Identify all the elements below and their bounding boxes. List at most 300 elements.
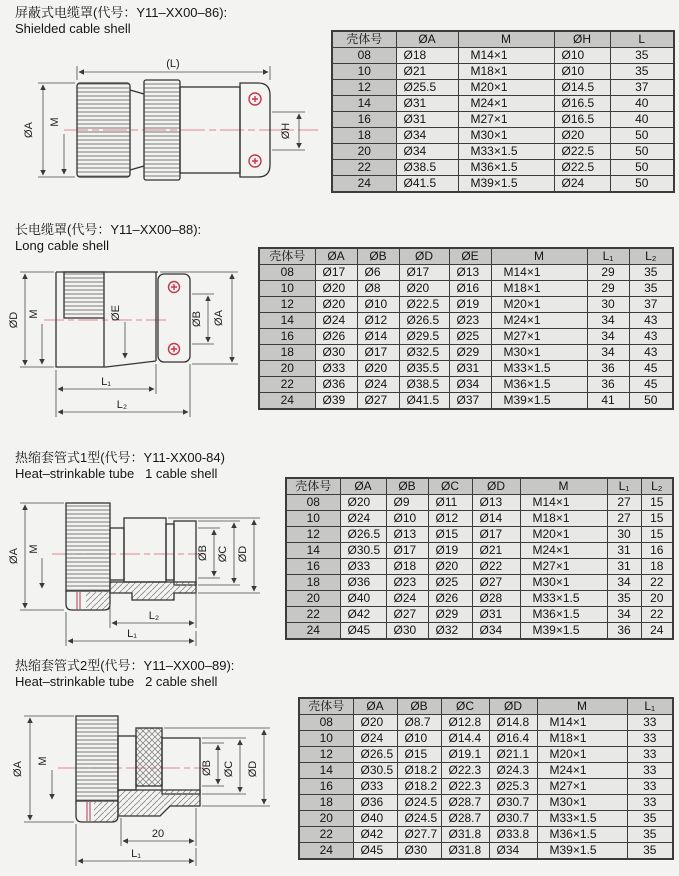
- table-cell: Ø45: [353, 843, 397, 860]
- table-cell: Ø24: [340, 511, 386, 527]
- table-cell: Ø23: [449, 313, 491, 329]
- table-cell: Ø30.5: [340, 543, 386, 559]
- technical-drawing-long-cable-shell: [8, 252, 254, 427]
- table-cell: Ø22.5: [554, 160, 610, 176]
- column-header: L: [610, 31, 674, 48]
- table-cell: Ø34: [449, 377, 491, 393]
- table-cell: M18×1: [537, 731, 627, 747]
- table-cell: M39×1.5: [458, 176, 554, 193]
- column-header: ØA: [315, 248, 357, 265]
- table-cell: M33×1.5: [537, 811, 627, 827]
- table-cell: 12: [299, 747, 353, 763]
- table-cell: Ø34: [472, 623, 520, 640]
- table-cell: Ø11: [428, 495, 472, 511]
- table-cell: Ø20: [315, 297, 357, 313]
- table-cell: Ø8: [357, 281, 399, 297]
- dim-label-dia-a: ØA: [23, 122, 35, 138]
- table-cell: M14×1: [491, 265, 587, 281]
- table-cell: 29: [587, 281, 629, 297]
- table-cell: Ø26.5: [340, 527, 386, 543]
- column-header: L₂: [629, 248, 673, 265]
- table-cell: Ø19: [428, 543, 472, 559]
- table-cell: 36: [587, 361, 629, 377]
- dimension-lines: [20, 272, 238, 417]
- table-cell: Ø29: [428, 607, 472, 623]
- column-header: ØD: [399, 248, 449, 265]
- table-cell: 15: [641, 511, 673, 527]
- knurl-section: [66, 503, 110, 591]
- column-header: ØD: [472, 478, 520, 495]
- table-row: [332, 128, 674, 144]
- table-cell: Ø14: [357, 329, 399, 345]
- dim-label-m: M: [28, 544, 40, 554]
- table-row: [286, 575, 673, 591]
- table-cell: Ø17: [386, 543, 428, 559]
- table-cell: 50: [610, 128, 674, 144]
- table-cell: M20×1: [458, 80, 554, 96]
- table-cell: 31: [607, 559, 641, 575]
- table-cell: M20×1: [491, 297, 587, 313]
- technical-drawing-shielded-cable-shell: [12, 50, 332, 210]
- table-cell: Ø24.5: [397, 811, 441, 827]
- table-cell: 22: [641, 575, 673, 591]
- table-cell: Ø33.8: [489, 827, 537, 843]
- dim-label-dia-d: ØD: [8, 311, 20, 329]
- table-cell: 24: [299, 843, 353, 860]
- table-row: [332, 160, 674, 176]
- table-cell: Ø16.4: [489, 731, 537, 747]
- section-title-zh: 屏蔽式电缆罩(代号：Y11–XX00–86):: [15, 5, 228, 20]
- table-cell: Ø26: [315, 329, 357, 345]
- table-cell: 10: [286, 511, 340, 527]
- table-cell: Ø30.7: [489, 795, 537, 811]
- table-cell: Ø18.2: [397, 763, 441, 779]
- table-cell: M36×1.5: [491, 377, 587, 393]
- table-cell: 27: [607, 495, 641, 511]
- table-cell: 08: [286, 495, 340, 511]
- column-header: ØB: [386, 478, 428, 495]
- table-cell: Ø29.5: [399, 329, 449, 345]
- table-cell: 22: [641, 607, 673, 623]
- foot-hatch: [94, 801, 118, 822]
- table-cell: M24×1: [520, 543, 607, 559]
- table-cell: Ø28: [472, 591, 520, 607]
- column-header: L₁: [607, 478, 641, 495]
- table-cell: 18: [299, 795, 353, 811]
- table-cell: Ø42: [340, 607, 386, 623]
- table-cell: Ø14: [472, 511, 520, 527]
- table-cell: 50: [629, 393, 673, 410]
- table-cell: 40: [610, 96, 674, 112]
- table-cell: Ø18.2: [397, 779, 441, 795]
- table-row: [259, 361, 673, 377]
- table-cell: M30×1: [520, 575, 607, 591]
- table-cell: Ø12: [428, 511, 472, 527]
- table-cell: Ø22.3: [441, 779, 489, 795]
- table-cell: M36×1.5: [537, 827, 627, 843]
- table-cell: Ø39: [315, 393, 357, 410]
- table-cell: 31: [607, 543, 641, 559]
- table-cell: 34: [587, 329, 629, 345]
- table-cell: 08: [332, 48, 396, 64]
- table-cell: Ø33: [315, 361, 357, 377]
- table-cell: 33: [627, 763, 673, 779]
- table-row: [332, 112, 674, 128]
- dim-label-dia-d: ØD: [237, 545, 249, 563]
- table-cell: 37: [629, 297, 673, 313]
- table-cell: 16: [286, 559, 340, 575]
- mount-hole-icon: [169, 282, 180, 355]
- table-cell: 34: [587, 345, 629, 361]
- table-row: [332, 176, 674, 193]
- table-row: [286, 591, 673, 607]
- table-cell: 22: [259, 377, 315, 393]
- table-cell: Ø20: [315, 281, 357, 297]
- column-header: 壳体号: [259, 248, 315, 265]
- table-cell: 33: [627, 731, 673, 747]
- column-header: L₁: [587, 248, 629, 265]
- lower-hatched-block: [110, 582, 196, 600]
- table-cell: 50: [610, 176, 674, 193]
- table-cell: 08: [299, 715, 353, 731]
- table-cell: 50: [610, 144, 674, 160]
- section-red-lines: [87, 802, 90, 821]
- knurl-ring: [144, 80, 180, 180]
- table-cell: 45: [629, 377, 673, 393]
- table-cell: 35: [607, 591, 641, 607]
- table-cell: 20: [641, 591, 673, 607]
- table-row: [259, 329, 673, 345]
- table-cell: 20: [299, 811, 353, 827]
- table-cell: Ø31: [449, 361, 491, 377]
- table-cell: Ø17: [357, 345, 399, 361]
- table-cell: 22: [299, 827, 353, 843]
- column-header: ØH: [554, 31, 610, 48]
- table-cell: 20: [332, 144, 396, 160]
- table-cell: Ø22.3: [441, 763, 489, 779]
- table-cell: 33: [627, 747, 673, 763]
- column-header: 壳体号: [332, 31, 396, 48]
- table-cell: Ø17: [472, 527, 520, 543]
- table-cell: Ø20: [428, 559, 472, 575]
- table-cell: Ø25.3: [489, 779, 537, 795]
- header-row: [286, 478, 673, 495]
- table-row: [299, 779, 673, 795]
- table-cell: Ø41.5: [399, 393, 449, 410]
- table-cell: 24: [641, 623, 673, 640]
- table-cell: M27×1: [520, 559, 607, 575]
- table-cell: Ø13: [472, 495, 520, 511]
- table-cell: Ø37: [449, 393, 491, 410]
- section-title-zh: 热缩套管式2型(代号：Y11–XX00–89):: [15, 658, 235, 673]
- table-cell: 41: [587, 393, 629, 410]
- section-title-en: Heat–strinkable tube 1 cable shell: [15, 466, 218, 481]
- table-row: [299, 795, 673, 811]
- table-row: [286, 527, 673, 543]
- table-cell: M14×1: [458, 48, 554, 64]
- table-cell: M24×1: [491, 313, 587, 329]
- table-row: [259, 313, 673, 329]
- column-header: 壳体号: [299, 698, 353, 715]
- dim-label-dia-c: ØC: [217, 545, 229, 563]
- table-cell: 10: [332, 64, 396, 80]
- table-cell: Ø14.8: [489, 715, 537, 731]
- table-cell: Ø27: [357, 393, 399, 410]
- table-cell: 34: [587, 313, 629, 329]
- table-row: [259, 345, 673, 361]
- dim-label-dia-d: ØD: [247, 760, 259, 778]
- table-cell: Ø24.5: [397, 795, 441, 811]
- table-cell: 24: [332, 176, 396, 193]
- table-cell: Ø31: [396, 96, 458, 112]
- table-cell: Ø10: [397, 731, 441, 747]
- dim-label-l2: L₂: [148, 610, 160, 622]
- header-row: [299, 698, 673, 715]
- dimension-table-heat1: [285, 477, 674, 640]
- table-cell: 16: [641, 543, 673, 559]
- table-cell: Ø45: [340, 623, 386, 640]
- crosshatch-ring: [136, 728, 162, 786]
- dim-label-l1: L₁: [101, 376, 111, 388]
- table-cell: 37: [610, 80, 674, 96]
- connector-body: [66, 503, 196, 610]
- section-title-heat2: [15, 658, 234, 690]
- table-cell: 24: [259, 393, 315, 410]
- table-cell: Ø36: [353, 795, 397, 811]
- table-row: [259, 297, 673, 313]
- table-cell: 35: [627, 843, 673, 860]
- dim-label-dia-a: ØA: [213, 310, 225, 326]
- dim-label-m: M: [28, 309, 40, 319]
- dimension-table-heat2: [298, 697, 674, 860]
- table-cell: M33×1.5: [491, 361, 587, 377]
- table-cell: 29: [587, 265, 629, 281]
- table-cell: Ø32: [428, 623, 472, 640]
- column-header: ØC: [428, 478, 472, 495]
- table-cell: 33: [627, 795, 673, 811]
- table-cell: Ø38.5: [399, 377, 449, 393]
- table-cell: Ø17: [315, 265, 357, 281]
- dim-label-dia-a: ØA: [12, 761, 24, 777]
- table-cell: 16: [299, 779, 353, 795]
- table-cell: 14: [332, 96, 396, 112]
- table-row: [286, 543, 673, 559]
- table-cell: 27: [607, 511, 641, 527]
- table-cell: Ø24: [357, 377, 399, 393]
- table-cell: 14: [259, 313, 315, 329]
- table-cell: 34: [607, 575, 641, 591]
- dim-label-l1: L₁: [131, 848, 141, 860]
- table-cell: Ø16.5: [554, 96, 610, 112]
- table-cell: 12: [286, 527, 340, 543]
- table-cell: Ø25.5: [396, 80, 458, 96]
- table-cell: 35: [629, 265, 673, 281]
- table-row: [259, 377, 673, 393]
- table-row: [286, 511, 673, 527]
- section-title-heat1: [15, 450, 225, 482]
- table-cell: Ø22: [472, 559, 520, 575]
- table-row: [259, 393, 673, 410]
- table-row: [259, 281, 673, 297]
- column-header: ØA: [353, 698, 397, 715]
- table-cell: Ø14.5: [554, 80, 610, 96]
- table-cell: 50: [610, 160, 674, 176]
- table-cell: Ø8.7: [397, 715, 441, 731]
- table-row: [299, 731, 673, 747]
- section-title-shielded: [15, 5, 227, 37]
- table-cell: M36×1.5: [520, 607, 607, 623]
- table-cell: Ø24.3: [489, 763, 537, 779]
- table-cell: Ø17: [399, 265, 449, 281]
- table-cell: M27×1: [458, 112, 554, 128]
- table-row: [259, 265, 673, 281]
- dim-label-dia-b: ØB: [191, 311, 203, 327]
- table-cell: 35: [629, 281, 673, 297]
- table-cell: Ø40: [340, 591, 386, 607]
- table-cell: Ø20: [353, 715, 397, 731]
- table-cell: 43: [629, 329, 673, 345]
- table-cell: Ø36: [315, 377, 357, 393]
- knurl-section: [77, 83, 130, 177]
- table-cell: Ø16: [449, 281, 491, 297]
- dim-label-dia-e: ØE: [110, 305, 122, 321]
- dimension-lines: [20, 503, 260, 646]
- table-cell: 10: [259, 281, 315, 297]
- table-cell: M33×1.5: [458, 144, 554, 160]
- table-cell: Ø27: [386, 607, 428, 623]
- table-cell: Ø42: [353, 827, 397, 843]
- table-cell: Ø31.8: [441, 843, 489, 860]
- table-row: [286, 607, 673, 623]
- technical-drawing-heat-tube-2: [8, 698, 298, 876]
- table-cell: 33: [627, 715, 673, 731]
- table-cell: Ø24: [315, 313, 357, 329]
- table-cell: 43: [629, 313, 673, 329]
- table-cell: Ø40: [353, 811, 397, 827]
- table-cell: Ø32.5: [399, 345, 449, 361]
- dim-label-length: (L): [166, 58, 180, 70]
- table-cell: Ø34: [396, 128, 458, 144]
- table-cell: M14×1: [520, 495, 607, 511]
- table-cell: Ø27.7: [397, 827, 441, 843]
- table-row: [332, 64, 674, 80]
- table-row: [299, 843, 673, 860]
- table-cell: M30×1: [491, 345, 587, 361]
- column-header: M: [491, 248, 587, 265]
- dim-label-20: 20: [151, 828, 165, 840]
- dim-label-l1: L₁: [127, 628, 137, 640]
- table-cell: 18: [286, 575, 340, 591]
- table-row: [299, 827, 673, 843]
- table-cell: Ø30.7: [489, 811, 537, 827]
- table-cell: Ø31.8: [441, 827, 489, 843]
- table-cell: Ø21.1: [489, 747, 537, 763]
- table-cell: 12: [332, 80, 396, 96]
- dim-label-m: M: [49, 117, 61, 127]
- table-cell: 35: [610, 64, 674, 80]
- table-cell: Ø34: [489, 843, 537, 860]
- table-cell: 16: [259, 329, 315, 345]
- table-cell: 08: [259, 265, 315, 281]
- table-cell: 35: [627, 827, 673, 843]
- table-cell: Ø21: [396, 64, 458, 80]
- table-cell: Ø31: [472, 607, 520, 623]
- table-cell: 24: [286, 623, 340, 640]
- dimension-table-shielded: [331, 30, 675, 193]
- table-cell: Ø10: [357, 297, 399, 313]
- table-cell: 30: [587, 297, 629, 313]
- table-cell: Ø30: [315, 345, 357, 361]
- table-cell: M39×1.5: [537, 843, 627, 860]
- table-cell: M20×1: [537, 747, 627, 763]
- table-cell: Ø10: [554, 48, 610, 64]
- table-cell: Ø21: [472, 543, 520, 559]
- column-header: 壳体号: [286, 478, 340, 495]
- table-cell: 30: [607, 527, 641, 543]
- table-row: [299, 747, 673, 763]
- table-cell: Ø19: [449, 297, 491, 313]
- table-cell: Ø20: [357, 361, 399, 377]
- table-cell: Ø25: [449, 329, 491, 345]
- knurl-section: [76, 716, 118, 801]
- column-header: ØA: [340, 478, 386, 495]
- table-cell: M24×1: [458, 96, 554, 112]
- table-cell: Ø13: [386, 527, 428, 543]
- table-cell: Ø10: [386, 511, 428, 527]
- column-header: ØC: [441, 698, 489, 715]
- table-cell: 36: [607, 623, 641, 640]
- table-cell: 22: [286, 607, 340, 623]
- table-cell: 36: [587, 377, 629, 393]
- table-cell: Ø10: [554, 64, 610, 80]
- table-cell: 35: [610, 48, 674, 64]
- table-cell: M36×1.5: [458, 160, 554, 176]
- table-cell: Ø33: [353, 779, 397, 795]
- dim-label-l2: L₂: [116, 399, 128, 411]
- section-title-zh: 热缩套管式1型(代号：Y11-XX00-84): [15, 450, 225, 465]
- section-title-en: Heat–strinkable tube 2 cable shell: [15, 674, 218, 689]
- table-cell: 33: [627, 779, 673, 795]
- table-cell: 45: [629, 361, 673, 377]
- section-title-long: [15, 222, 201, 254]
- table-cell: 14: [286, 543, 340, 559]
- table-cell: Ø24: [554, 176, 610, 193]
- header-row: [259, 248, 673, 265]
- dimension-table-long: [258, 247, 674, 410]
- table-row: [299, 715, 673, 731]
- table-cell: Ø30: [386, 623, 428, 640]
- table-cell: Ø14.4: [441, 731, 489, 747]
- table-row: [299, 763, 673, 779]
- table-cell: M14×1: [537, 715, 627, 731]
- technical-drawing-heat-tube-1: [8, 488, 288, 648]
- dim-label-dia-c: ØC: [223, 760, 235, 778]
- table-cell: Ø20: [399, 281, 449, 297]
- table-cell: Ø26.5: [353, 747, 397, 763]
- table-cell: Ø13: [449, 265, 491, 281]
- table-cell: M39×1.5: [491, 393, 587, 410]
- table-cell: Ø6: [357, 265, 399, 281]
- table-cell: 15: [641, 495, 673, 511]
- table-cell: 43: [629, 345, 673, 361]
- table-cell: Ø16.5: [554, 112, 610, 128]
- table-cell: Ø15: [397, 747, 441, 763]
- header-row: [332, 31, 674, 48]
- table-cell: 40: [610, 112, 674, 128]
- column-header: ØA: [396, 31, 458, 48]
- table-cell: 12: [259, 297, 315, 313]
- table-cell: Ø35.5: [399, 361, 449, 377]
